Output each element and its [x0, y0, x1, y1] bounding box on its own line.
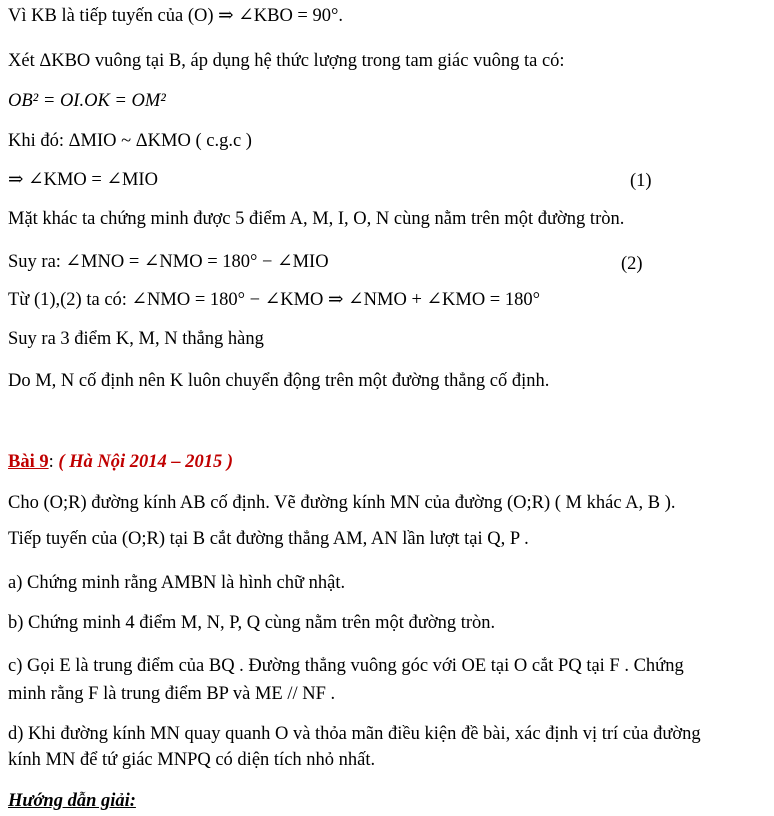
problem-part-a: a) Chứng minh rằng AMBN là hình chữ nhật. [8, 573, 346, 593]
formula-sum-180: Từ (1),(2) ta có: ∠NMO = 180° − ∠KMO ⇒ ∠NMO + ∠KMO = 180° [8, 290, 541, 310]
formula-ob-squared: OB² = OI.OK = OM² [8, 91, 166, 111]
text-line-five-points: Mặt khác ta chứng minh được 5 điểm A, M, I, O, N cùng nằm trên một đường tròn. [8, 209, 625, 229]
problem-part-d-line-1: d) Khi đường kính MN quay quanh O và thỏa mãn điều kiện đề bài, xác định vị trí của đường [8, 724, 701, 744]
problem-heading [8, 450, 233, 474]
text-line-similar-triangles: Khi đó: ΔMIO ~ ΔKMO ( c.g.c ) [8, 131, 252, 151]
formula-angle-kmo: ⇒ ∠KMO = ∠MIO [8, 170, 158, 190]
text-line-right-triangle: Xét ΔKBO vuông tại B, áp dụng hệ thức lượng trong tam giác vuông ta có: [8, 51, 565, 71]
text-line-collinear: Suy ra 3 điểm K, M, N thẳng hàng [8, 329, 264, 349]
problem-part-c-line-1: c) Gọi E là trung điểm của BQ . Đường thẳng vuông góc với OE tại O cắt PQ tại F . Chứng [8, 656, 684, 676]
equation-number-2: (2) [621, 254, 643, 274]
problem-title-colon: : [48, 452, 54, 472]
problem-part-b: b) Chứng minh 4 điểm M, N, P, Q cùng nằm trên một đường tròn. [8, 613, 496, 633]
formula-angle-mno: Suy ra: ∠MNO = ∠NMO = 180° − ∠MIO [8, 252, 329, 272]
text-line-conclusion: Do M, N cố định nên K luôn chuyển động trên một đường thẳng cố định. [8, 371, 550, 391]
problem-source: ( Hà Nội 2014 – 2015 ) [58, 452, 234, 472]
problem-title: Bài 9 [8, 452, 49, 472]
solution-guide-heading: Hướng dẫn giải: [8, 791, 136, 811]
problem-intro-line-1: Cho (O;R) đường kính AB cố định. Vẽ đường kính MN của đường (O;R) ( M khác A, B ). [8, 493, 676, 513]
equation-number-1: (1) [630, 171, 652, 191]
text-line-kb-tangent: Vì KB là tiếp tuyến của (O) ⇒ ∠KBO = 90°. [8, 6, 344, 26]
problem-part-d-line-2: kính MN để tứ giác MNPQ có diện tích nhỏ nhất. [8, 750, 376, 770]
problem-part-c-line-2: minh rằng F là trung điểm BP và ME // NF . [8, 684, 336, 704]
problem-intro-line-2: Tiếp tuyến của (O;R) tại B cắt đường thẳng AM, AN lần lượt tại Q, P . [8, 529, 529, 549]
